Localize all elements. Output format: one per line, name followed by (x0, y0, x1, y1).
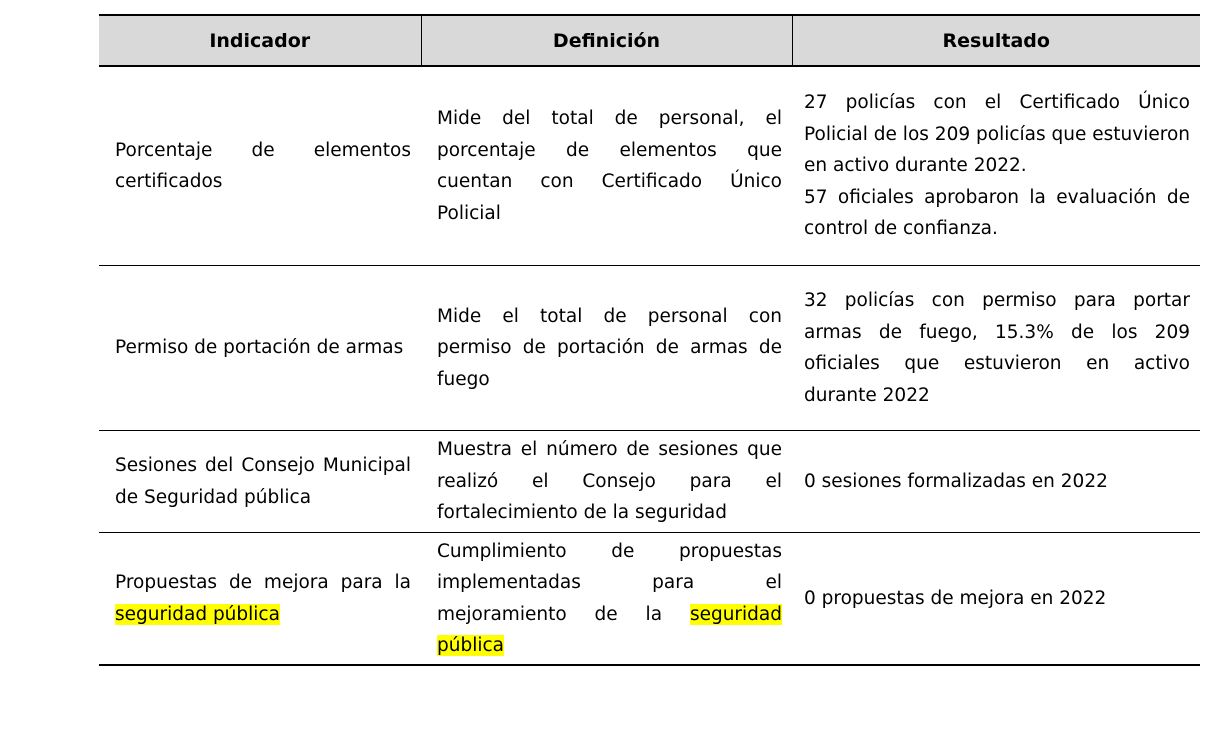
resultado-paragraph: 0 propuestas de mejora en 2022 (804, 587, 1107, 609)
table-row (99, 533, 1200, 666)
definicion-text: Cumplimiento de propuestas implementadas para el mejoramiento de la (437, 540, 782, 625)
table-row (99, 431, 1200, 533)
table-row (99, 66, 1200, 266)
cell-resultado (792, 431, 1200, 533)
header-resultado: Resultado (792, 15, 1200, 66)
table-body (99, 66, 1200, 665)
header-row (99, 15, 1200, 66)
resultado-paragraph: 27 policías con el Certificado Único Policial de los 209 policías que estuvieron en activo durante 2022. (804, 92, 1190, 177)
resultado-paragraph: 32 policías con permiso para portar armas de fuego, 15.3% de los 209 oficiales que estuvieron en activo durante 2022 (804, 290, 1190, 406)
cell-definicion: Muestra el número de sesiones que realizó el Consejo para el fortalecimiento de la seguridad (421, 431, 792, 533)
cell-indicador: Sesiones del Consejo Municipal de Seguridad pública (99, 431, 421, 533)
highlighted-text: seguridad pública (115, 603, 280, 625)
indicador-text: Propuestas de mejora para la (115, 572, 411, 593)
cell-resultado (792, 66, 1200, 266)
cell-definicion: Mide el total de personal con permiso de portación de armas de fuego (421, 266, 792, 431)
cell-definicion (421, 533, 792, 666)
cell-definicion: Mide del total de personal, el porcentaje de elementos que cuentan con Certificado Único Policial (421, 66, 792, 266)
cell-indicador (99, 533, 421, 666)
cell-indicador: Permiso de portación de armas (99, 266, 421, 431)
cell-resultado (792, 533, 1200, 666)
header-definicion: Definición (421, 15, 792, 66)
cell-indicador: Porcentaje de elementos certificados (99, 66, 421, 266)
resultado-paragraph: 57 oficiales aprobaron la evaluación de control de confianza. (804, 186, 1190, 240)
header-indicador: Indicador (99, 15, 421, 66)
highlighted-text: seguridad pública (437, 603, 782, 656)
indicators-table (99, 14, 1200, 666)
resultado-paragraph: 0 sesiones formalizadas en 2022 (804, 470, 1108, 492)
cell-resultado (792, 266, 1200, 431)
table-header (99, 15, 1200, 66)
table-row (99, 266, 1200, 431)
